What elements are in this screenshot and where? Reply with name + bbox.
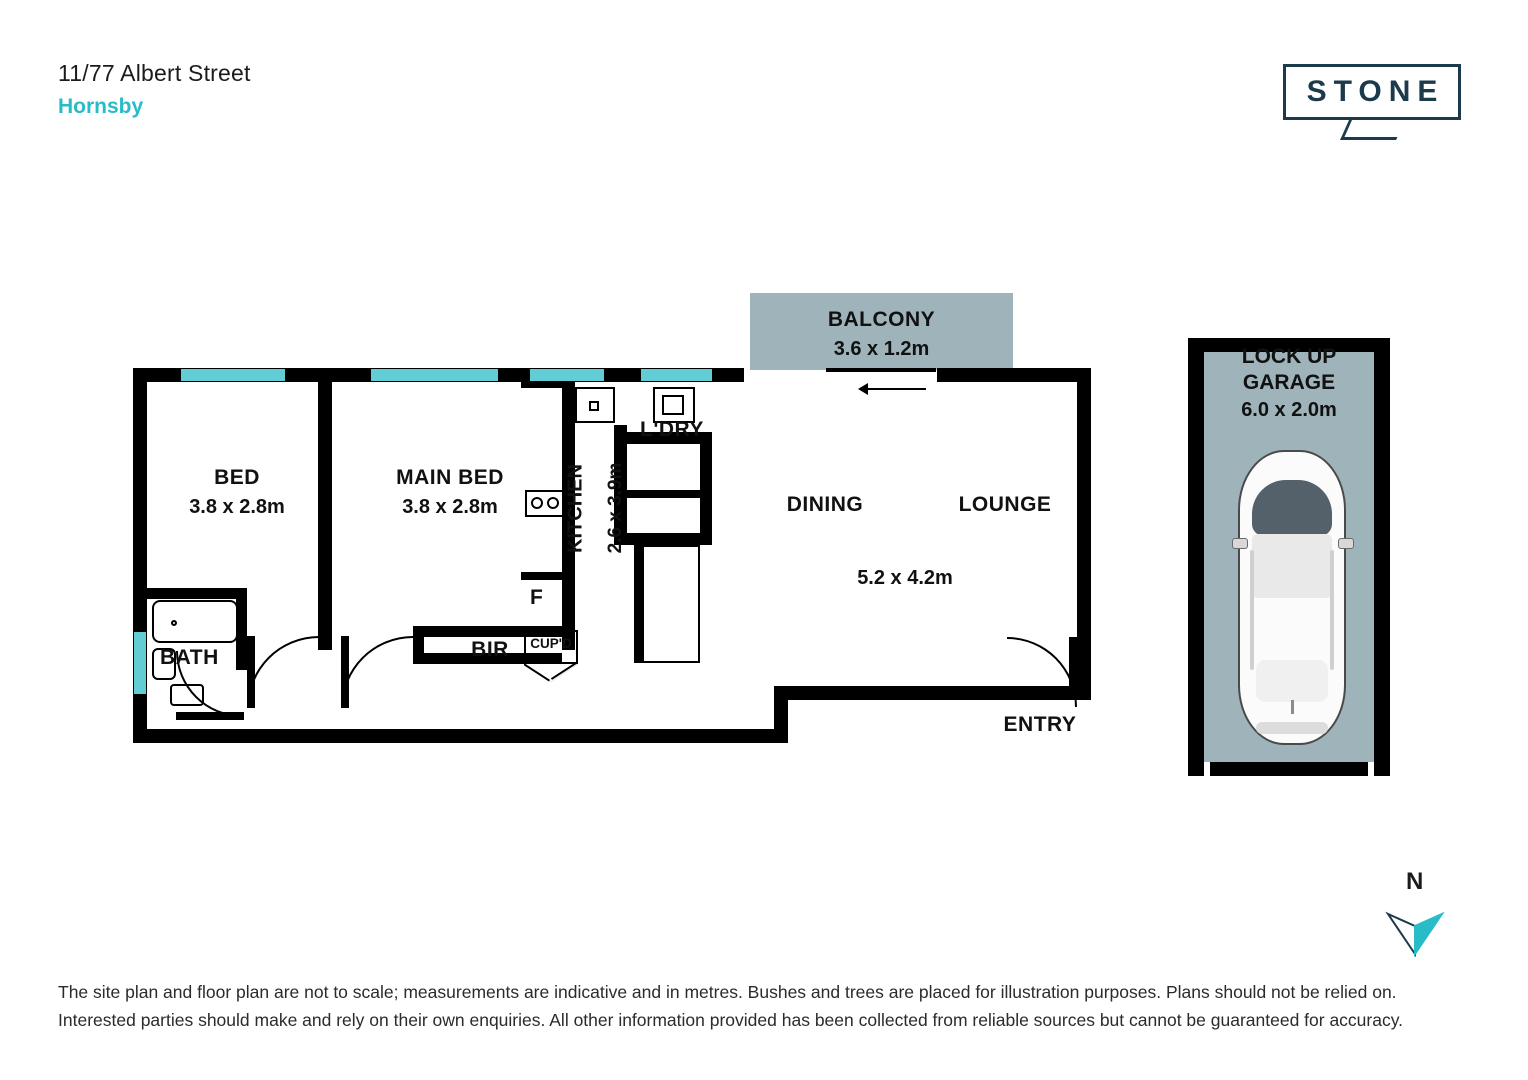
car-rear-detail — [1291, 700, 1294, 714]
logo-text: STONE — [1306, 75, 1445, 108]
logo-box — [1283, 64, 1461, 120]
wall-bottom-left — [133, 729, 788, 743]
garage-door-gap-left — [1204, 762, 1210, 776]
window-bed — [181, 369, 285, 381]
kitchen-label-wrap — [519, 442, 639, 572]
disclaimer — [58, 978, 1468, 1034]
car-side-line-right — [1330, 550, 1334, 670]
compass-needle-icon — [1382, 890, 1448, 976]
kitchen-dim-label: 2.6 x 3.9m — [605, 462, 626, 554]
balcony-slide-arrow-head — [858, 383, 868, 395]
dining-label: DINING — [786, 493, 864, 516]
window-bath — [134, 632, 146, 694]
address-suburb: Hornsby — [58, 95, 144, 118]
hall-cupboard-outline — [640, 545, 700, 663]
cupboard-label: CUP'D — [530, 636, 572, 651]
main-bed-door-arc — [341, 636, 413, 708]
cupboard-arrow — [524, 663, 578, 683]
car-roof — [1252, 534, 1332, 598]
logo-tail-shape — [1340, 118, 1406, 140]
car-mirror-right — [1338, 538, 1354, 549]
car-illustration — [1232, 450, 1352, 745]
car-bumper — [1256, 722, 1328, 734]
window-main-bed — [371, 369, 498, 381]
lounge-label: LOUNGE — [958, 493, 1052, 516]
kitchen-bench-left-top — [521, 382, 563, 388]
balcony-door-rail — [826, 368, 936, 372]
wall-top-right — [937, 368, 1091, 382]
entry-door-leaf — [1069, 637, 1077, 699]
bath-door-leaf — [176, 712, 244, 720]
wall-laundry-bottom — [627, 533, 712, 545]
wall-laundry-right — [700, 432, 712, 545]
car-side-line-left — [1250, 550, 1254, 670]
kitchen-label: KITCHEN — [564, 464, 587, 553]
living-dimension-label: 5.2 x 4.2m — [857, 567, 953, 589]
balcony-slide-arrow-line — [866, 388, 926, 390]
laundry-appliance-divider — [627, 490, 712, 498]
property-address — [58, 58, 251, 122]
car-rear-window — [1256, 660, 1328, 702]
stone-logo — [1283, 64, 1465, 124]
compass-north-label: N — [1406, 868, 1424, 895]
window-laundry — [641, 369, 712, 381]
laundry-label: L'DRY — [640, 418, 704, 441]
main-bed-door-leaf — [341, 636, 349, 708]
bathtub — [152, 600, 238, 643]
window-kitchen — [530, 369, 604, 381]
bathtub-drain — [171, 620, 177, 626]
bir-label: BIR — [471, 638, 509, 661]
disclaimer-line-1: The site plan and floor plan are not to scale; measurements are indicative and in metres. Bushes and trees are placed for illustration purposes. Plans should not be relied on. — [58, 982, 1397, 1002]
entry-label: ENTRY — [1003, 713, 1077, 736]
bath-label: BATH — [160, 646, 219, 669]
main-bed-label: MAIN BED 3.8 x 2.8m — [396, 466, 504, 519]
bed-label: BED 3.8 x 2.8m — [189, 466, 285, 519]
garage-label: LOCK UP GARAGE 6.0 x 2.0m — [1241, 345, 1337, 421]
cooktop-burner — [589, 401, 599, 411]
balcony-label: BALCONY 3.6 x 1.2m — [827, 308, 936, 361]
entry-door-arc — [1007, 637, 1077, 707]
laundry-tub-bowl — [662, 395, 684, 415]
compass — [1382, 868, 1448, 954]
address-street: 11/77 Albert Street — [58, 60, 251, 86]
garage-door-gap-right — [1368, 762, 1374, 776]
fridge-top-mark — [521, 572, 563, 580]
car-windshield — [1252, 480, 1332, 536]
fridge-label: F — [530, 586, 543, 609]
disclaimer-line-2: Interested parties should make and rely on their own enquiries. All other information provided has been collected from reliable sources but cannot be guaranteed for accuracy. — [58, 1010, 1404, 1030]
car-mirror-left — [1232, 538, 1248, 549]
wall-right — [1077, 368, 1091, 686]
wall-bath-top — [147, 588, 247, 599]
